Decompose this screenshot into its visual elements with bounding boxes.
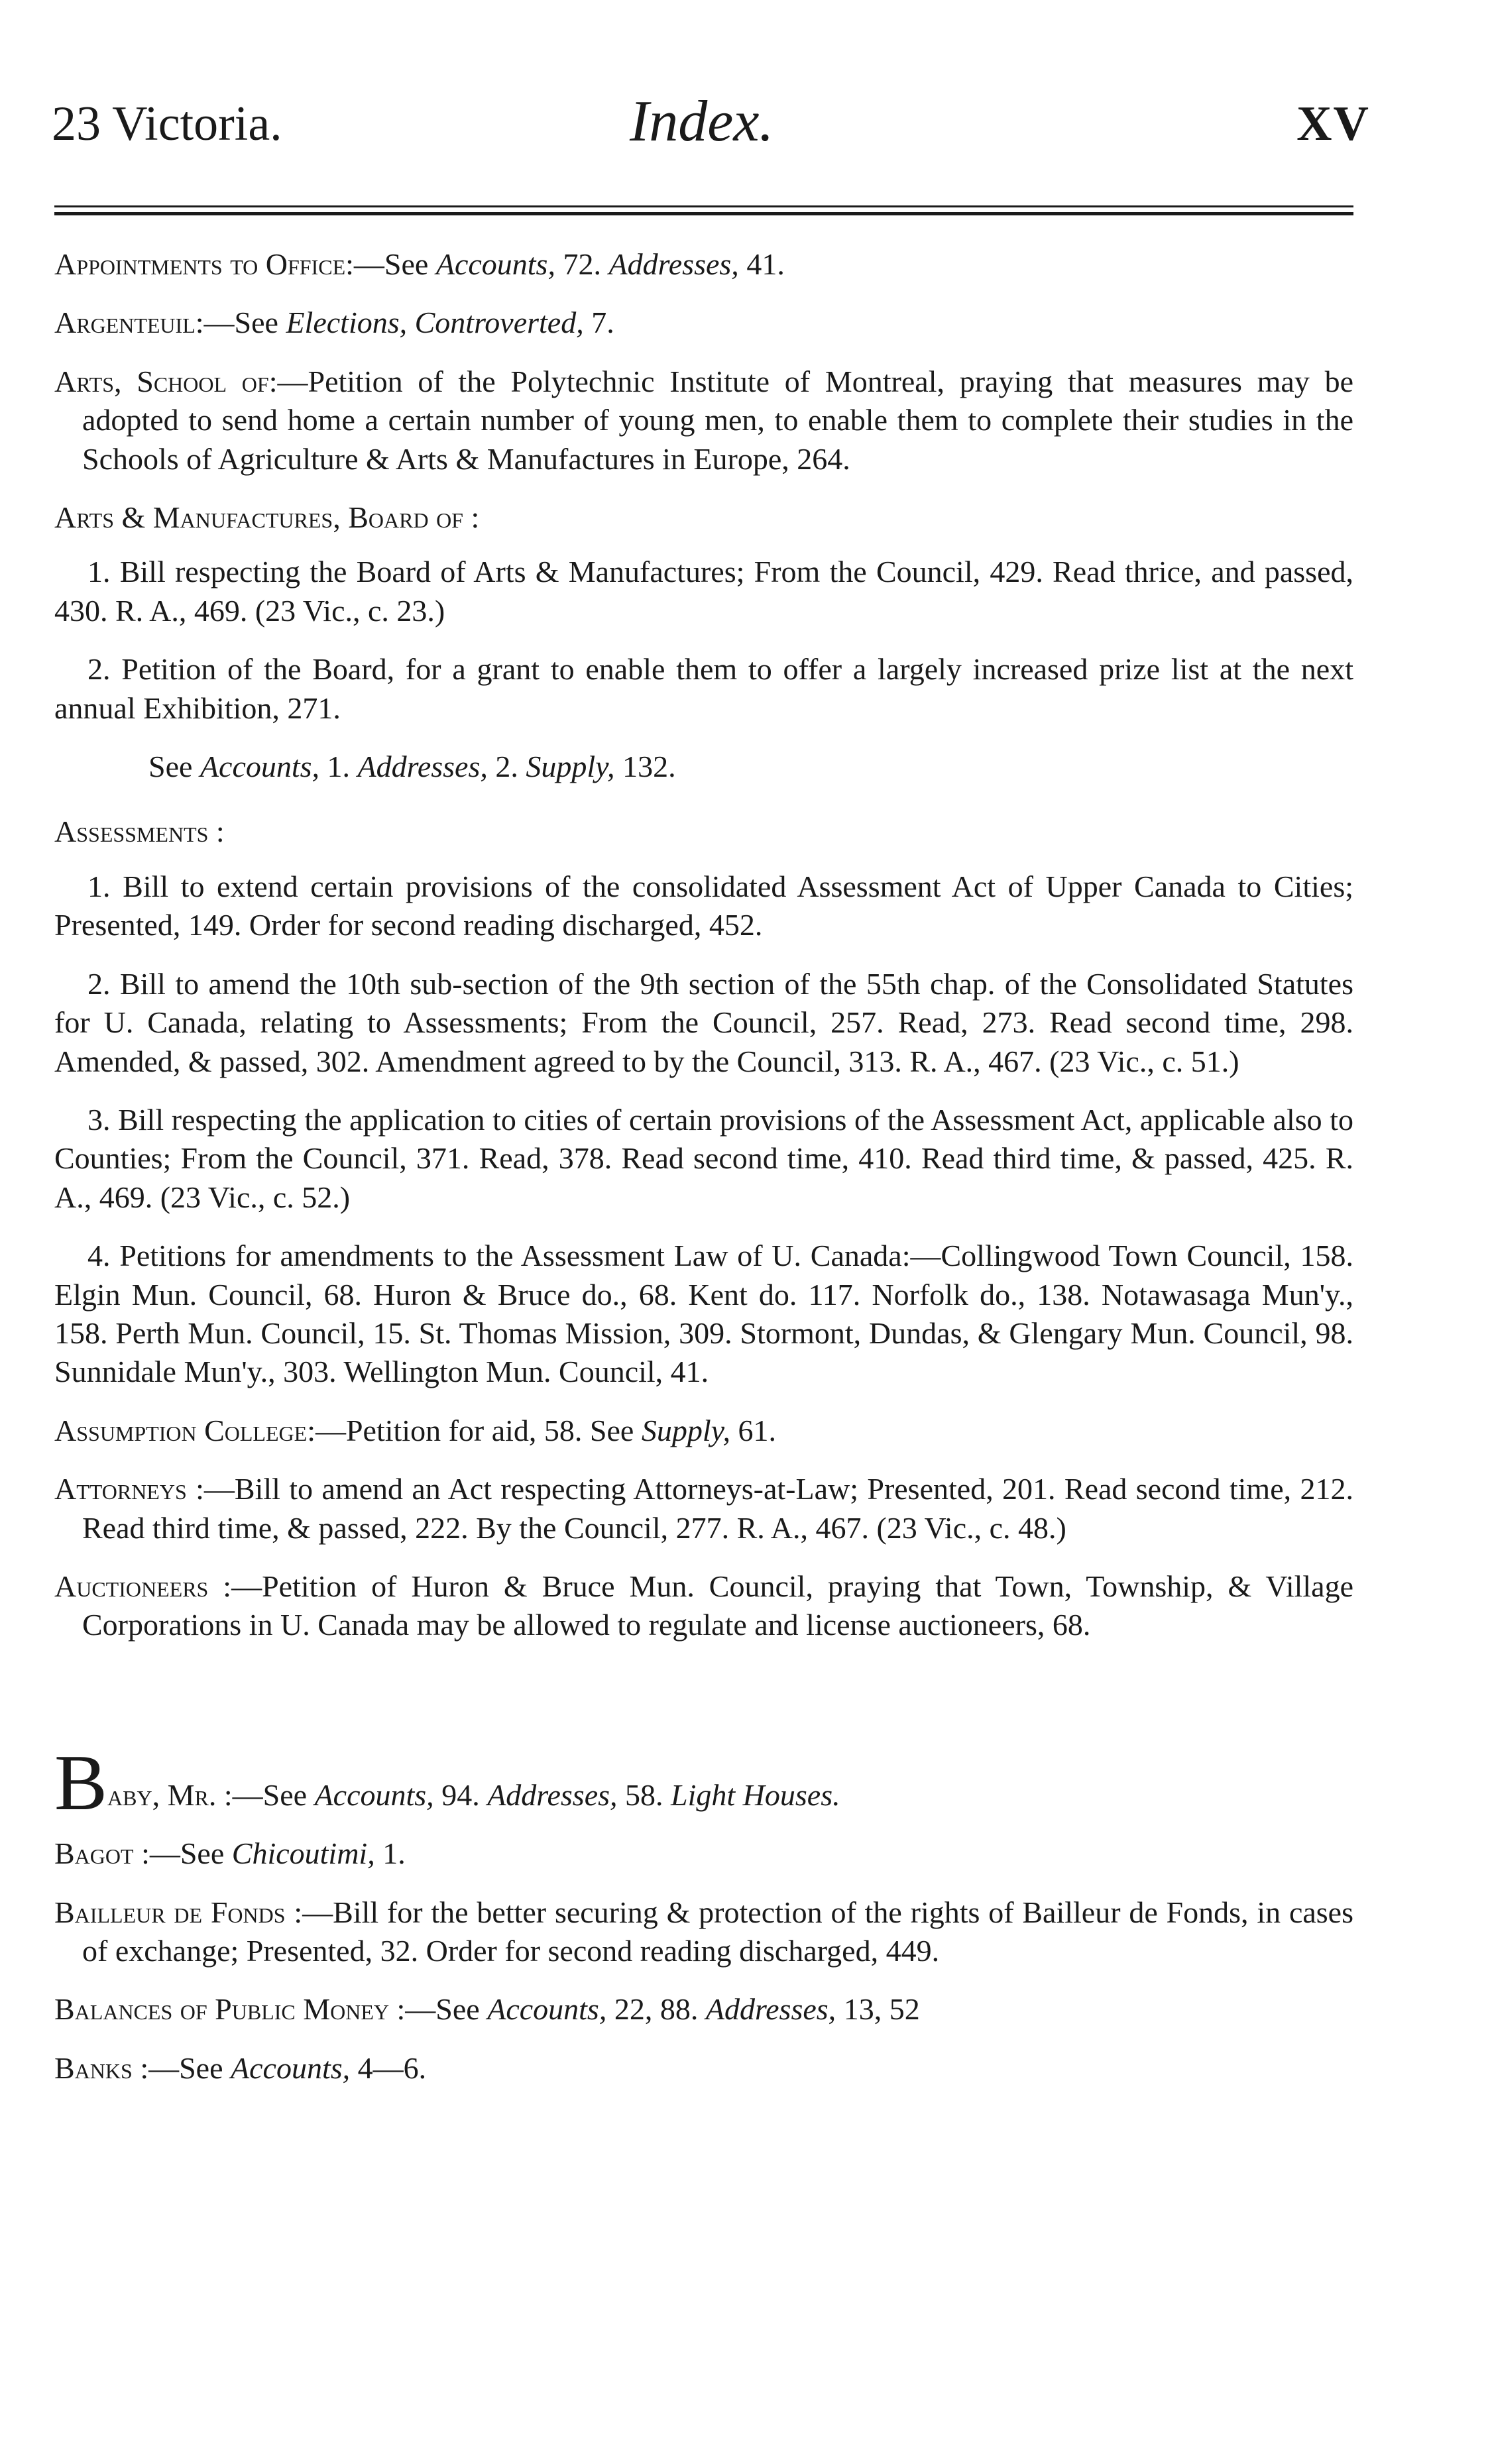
entry-baby-mr: Baby, Mr. :—See Accounts, 94. Addresses, 58. Light Houses. bbox=[54, 1738, 840, 1826]
drop-cap-letter: B bbox=[54, 1738, 108, 1826]
entry-heading: Attorneys bbox=[54, 1472, 187, 1506]
sub-entry: 3. Bill respecting the application to cities of certain provisions of the Assessment Act, applicable also to Counties; From the Council, 371. Read, 378. Read second time, 410. Read third time, & passed, 425. R. A., 469. (23 Vic., c. 52.) bbox=[54, 1102, 1353, 1214]
header-rule-thin bbox=[54, 205, 1353, 207]
sub-entry: 1. Bill respecting the Board of Arts & Manufactures; From the Council, 429. Read thrice, and passed, 430. R. A., 469. (23 Vic., c. 23.) bbox=[54, 555, 1353, 628]
entry-heading: Auctioneers bbox=[54, 1569, 209, 1603]
entry-heading: Banks bbox=[54, 2050, 133, 2085]
running-head-session: 23 Victoria. bbox=[52, 97, 282, 151]
entry-heading: Balances of Public Money bbox=[54, 1992, 390, 2027]
entry-attorneys: Attorneys :—Bill to amend an Act respecting Attorneys-at-Law; Presented, 201. Read second time, 212. Read third time, & passed, 222. By the Council, 277. R. A., 467. (23 Vic., c. 48.) bbox=[54, 1472, 1353, 1545]
section-gap bbox=[54, 1665, 1353, 1751]
entry-heading: Argenteuil bbox=[54, 306, 196, 340]
sub-entry: 2. Bill to amend the 10th sub-section of the 9th section of the 55th chap. of the Consolidated Statutes for U. Canada, relating to Assessments; From the Council, 257. Read, 273. Read second time, 298. Amended, & passed, 302. Amendment agreed to by the Council, 313. R. A., 467. (23 Vic., c. 51.) bbox=[54, 966, 1353, 1078]
entry-heading: Bagot bbox=[54, 1836, 134, 1871]
header-rule-thick bbox=[54, 212, 1353, 215]
entry-appointments-to-office: Appointments to Office:—See Accounts, 72. Addresses, 41. bbox=[54, 247, 785, 281]
page-number: XV bbox=[1296, 97, 1370, 151]
entry-heading: Arts, School of bbox=[54, 364, 269, 398]
entry-heading: Arts & Manufactures, Board of bbox=[54, 500, 463, 535]
entry-bailleur-de-fonds: Bailleur de Fonds :—Bill for the better securing & protection of the rights of Bailleur de Fonds, in cases of exchange; Presented, 32. Order for second reading discharged, 449. bbox=[54, 1895, 1353, 1968]
entry-arts-school-of: Arts, School of:—Petition of the Polytechnic Institute of Montreal, praying that measures may be adopted to send home a certain number of young men, to enable them to complete their studies in the Schools of Agriculture & Arts & Manufactures in Europe, 264. bbox=[54, 364, 1353, 476]
sub-entry: 4. Petitions for amendments to the Assessment Law of U. Canada:—Collingwood Town Council, 158. Elgin Mun. Council, 68. Huron & Bruce do., 68. Kent do. 117. Norfolk do., 138. Notawasaga Mun'y., 158. Perth Mun. Council, 15. St. Thomas Mission, 309. Stormont, Dundas, & Glengary Mun. Council, 98. Sunnidale Mun'y., 303. Wellington Mun. Council, 41. bbox=[54, 1239, 1353, 1389]
entry-auctioneers: Auctioneers :—Petition of Huron & Bruce Mun. Council, praying that Town, Township, & Village Corporations in U. Canada may be allowed to regulate and license auctioneers, 68. bbox=[54, 1569, 1353, 1642]
entry-argenteuil: Argenteuil:—See Elections, Controverted, 7. bbox=[54, 306, 614, 340]
entry-banks: Banks :—See Accounts, 4—6. bbox=[54, 2050, 427, 2085]
sub-entry: 2. Petition of the Board, for a grant to enable them to offer a largely increased prize list at the next annual Exhibition, 271. bbox=[54, 652, 1353, 725]
entry-heading: Assumption College bbox=[54, 1413, 308, 1447]
entry-heading: Bailleur de Fonds bbox=[54, 1895, 286, 1929]
entry-heading: Appointments to Office bbox=[54, 247, 346, 281]
entry-balances-of-public-money: Balances of Public Money :—See Accounts, 22, 88. Addresses, 13, 52 bbox=[54, 1992, 920, 2027]
entry-arts-manufactures: Arts & Manufactures, Board of : bbox=[54, 500, 480, 535]
entry-assumption-college: Assumption College:—Petition for aid, 58. See Supply, 61. bbox=[54, 1413, 777, 1447]
entry-heading: aby, Mr. bbox=[107, 1777, 217, 1812]
entry-heading: Assessments bbox=[54, 814, 209, 849]
entry-bagot: Bagot :—See Chicoutimi, 1. bbox=[54, 1836, 406, 1871]
entry-assessments: Assessments : bbox=[54, 814, 225, 849]
sub-entry: 1. Bill to extend certain provisions of the consolidated Assessment Act of Upper Canada to Cities; Presented, 149. Order for second reading discharged, 452. bbox=[54, 869, 1353, 942]
see-reference: See Accounts, 1. Addresses, 2. Supply, 132. bbox=[148, 750, 676, 784]
running-head-title: Index. bbox=[630, 89, 774, 154]
index-body bbox=[54, 245, 1353, 2107]
